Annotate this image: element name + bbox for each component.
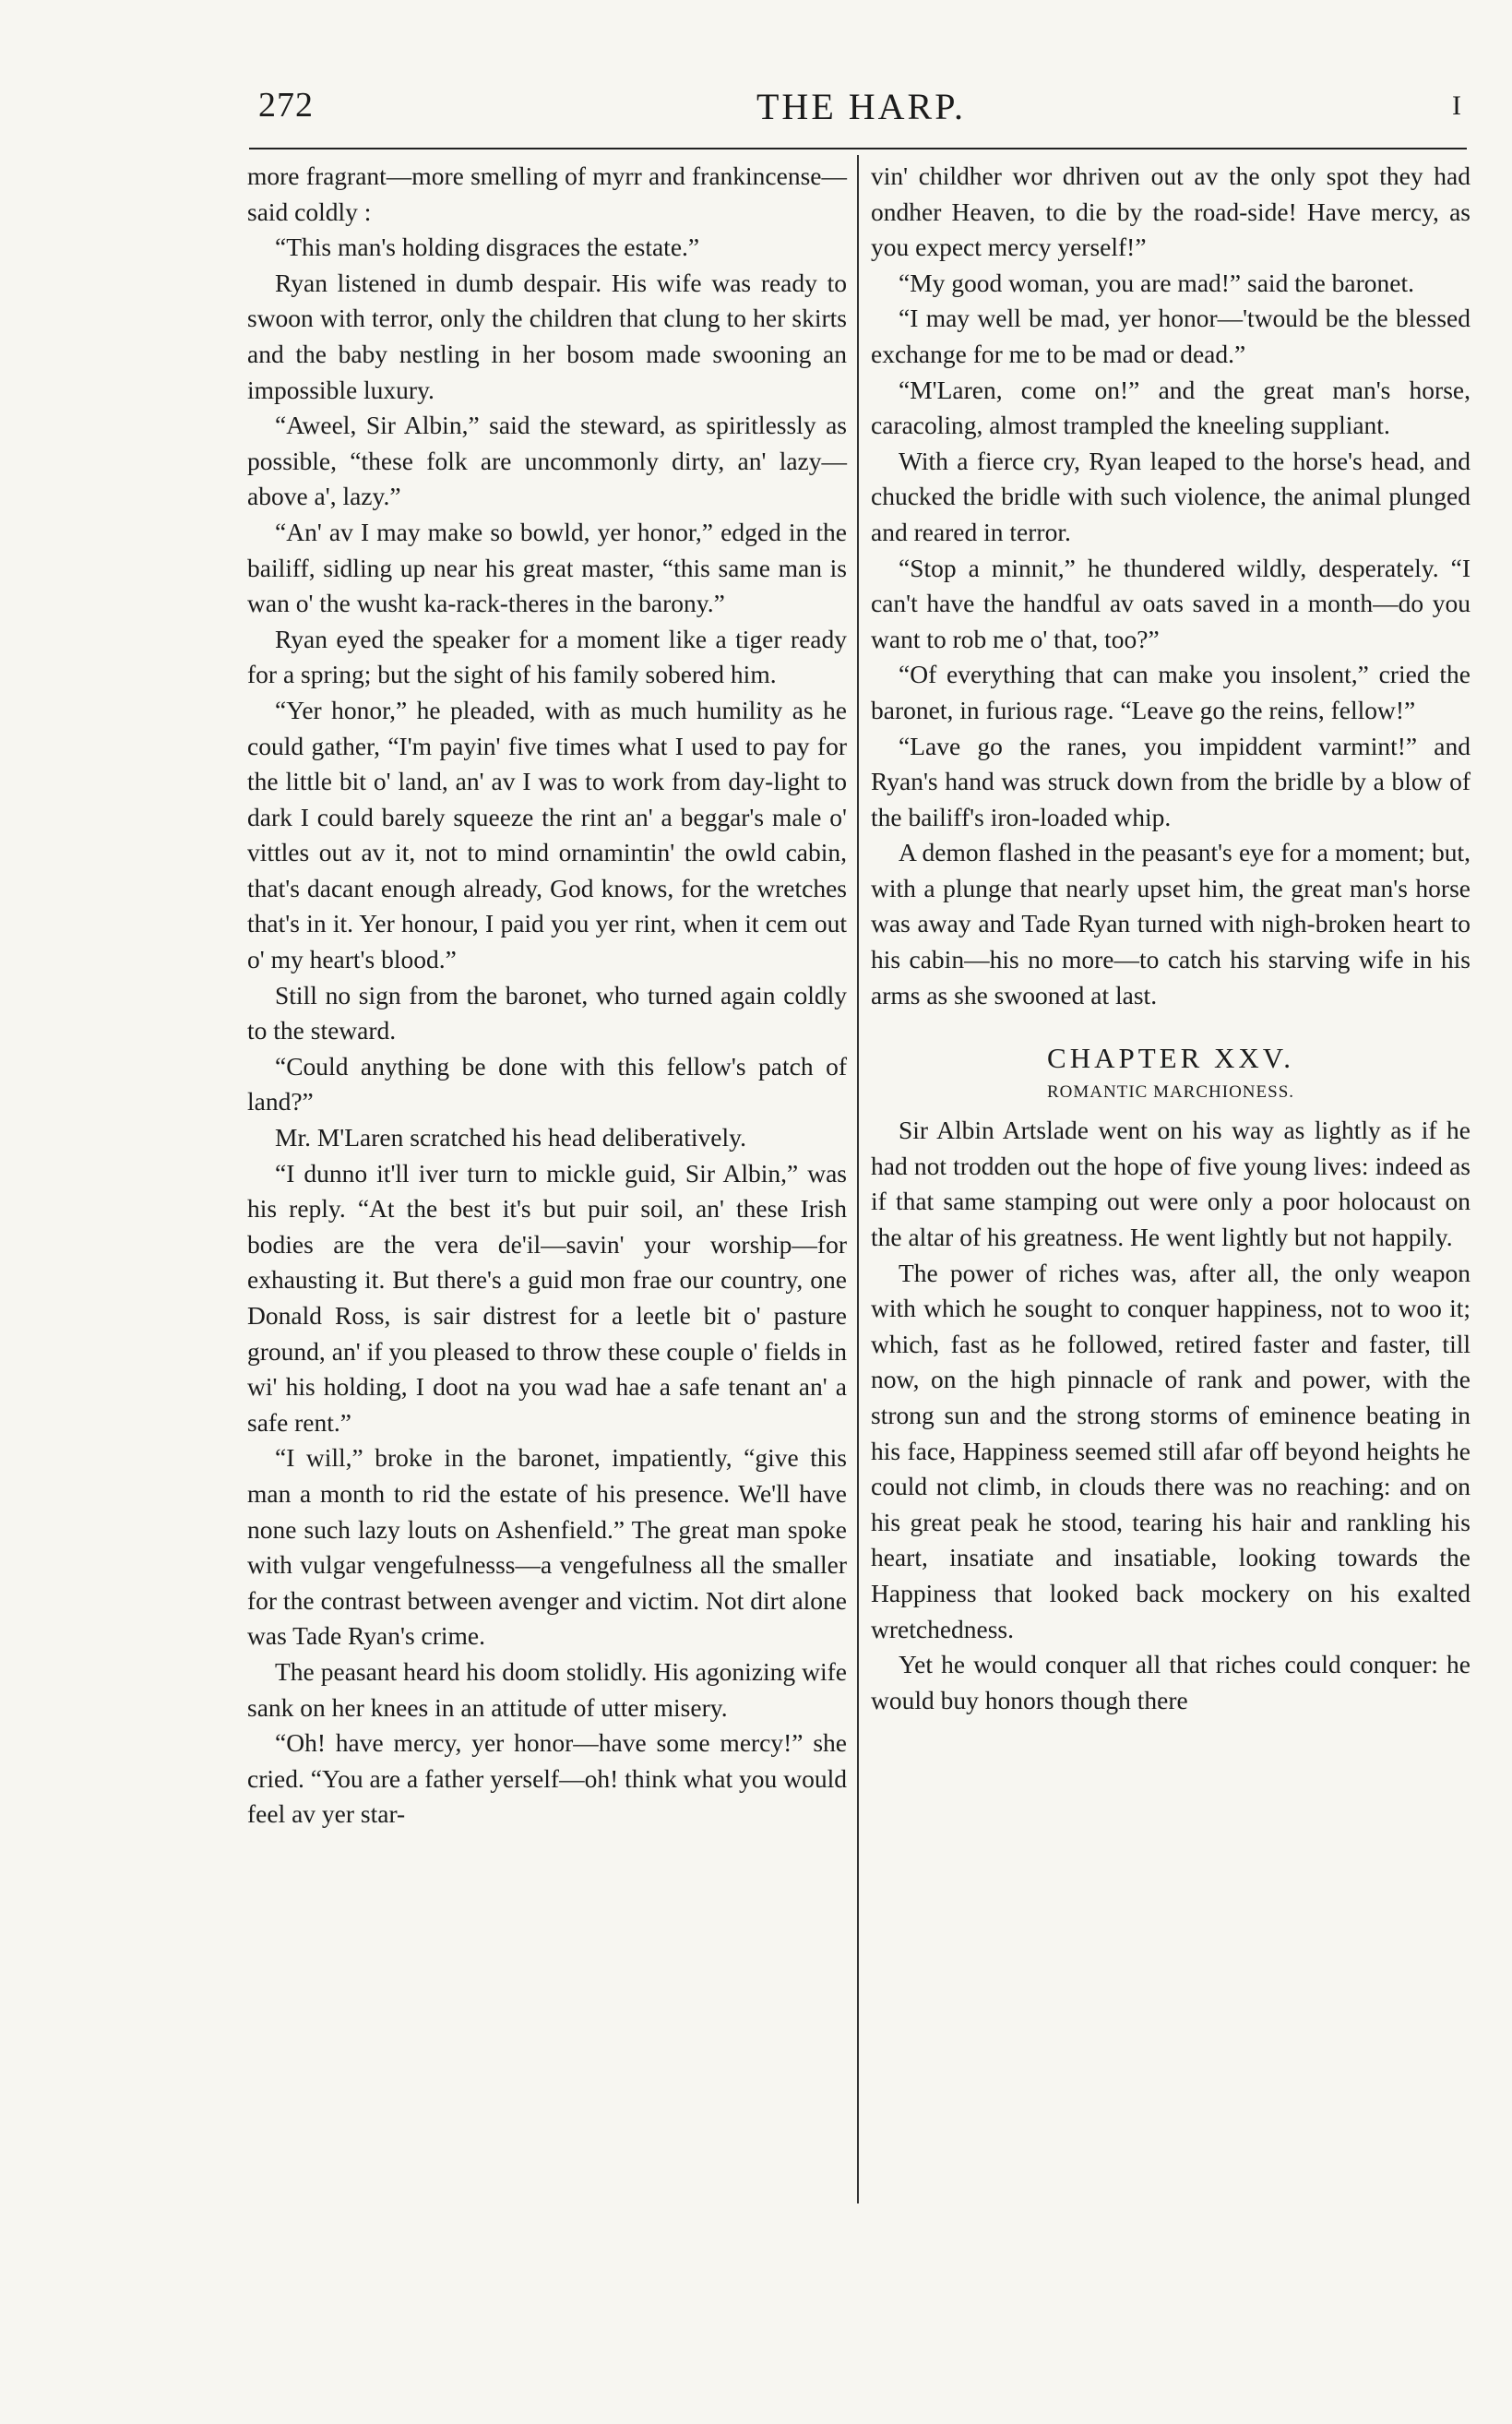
paragraph: “Aweel, Sir Albin,” said the steward, as spiritlessly as possible, “these folk are uncommonly dirty, an' lazy—above a', lazy.” — [247, 411, 847, 511]
chapter-title: CHAPTER XXV. — [1047, 1042, 1294, 1075]
paragraph: The peasant heard his doom stolidly. His agonizing wife sank on her knees in an attitude of utter misery. — [247, 1656, 847, 1722]
paragraph: “Stop a minnit,” he thundered wildly, desperately. “I can't have the handful av oats saved in a month—do you want to rob me o' that, too?” — [871, 553, 1470, 653]
paragraph: “This man's holding disgraces the estate.” — [275, 233, 700, 262]
paragraph: “Oh! have mercy, yer honor—have some mercy!” she cried. “You are a father yerself—oh! think what you would feel av yer star- — [247, 1728, 847, 1829]
paragraph: “Could anything be done with this fellow's patch of land?” — [247, 1051, 847, 1116]
paragraph: Sir Albin Artslade went on his way as lightly as if he had not trodden out the hope of five young lives: indeed as if that same stamping out were only a poor holocaust on the altar of his greatness. He went lightly but not happily. — [871, 1116, 1470, 1252]
page-number: 272 — [258, 86, 314, 125]
header-rule — [249, 148, 1467, 149]
paragraph: Yet he would conquer all that riches could conquer: he would buy honors though there — [871, 1650, 1470, 1714]
paragraph: Mr. M'Laren scratched his head deliberatively. — [275, 1123, 746, 1152]
paragraph: vin' childher wor dhriven out av the only spot they had ondher Heaven, to die by the road-side! Have mercy, as you expect mercy yerself!” — [871, 161, 1470, 262]
paragraph: “Of everything that can make you insolent,” cried the baronet, in furious rage. “Leave go the reins, fellow!” — [871, 660, 1470, 724]
paragraph: The power of riches was, after all, the only weapon with which he sought to conquer happiness, not to woo it; which, fast as he followed, retired faster and faster, till now, on the high pinnacle of rank and power, with the strong sun and the strong storms of eminence beating in his face, Happiness seemed still afar off beyond heights he could not climb, in clouds there was no reaching: and on his great peak he stood, tearing his hair and rankling his heart, insatiate and insatiable, looking towards the Happiness that looked back mockery on his exalted wretchedness. — [871, 1258, 1470, 1643]
running-title: THE HARP. — [756, 86, 967, 127]
left-column — [247, 159, 847, 1833]
paragraph: “Yer honor,” he pleaded, with as much humility as he could gather, “I'm payin' five times what I used to pay for the little bit o' land, an' av I was to work from day-light to dark I could barely squeeze the rint an' a beggar's male o' vittles out av it, not to mind ornamintin' the owld cabin, that's dacant enough already, God knows, for the wretches that's in it. Yer honour, I paid you yer rint, when it cem out o' my heart's blood.” — [247, 695, 847, 974]
paragraph: Ryan listened in dumb despair. His wife was ready to swoon with terror, only the children that clung to her skirts and the baby nestling in her bosom made swooning an impossible luxury. — [247, 268, 847, 404]
paragraph: “M'Laren, come on!” and the great man's horse, caracoling, almost trampled the kneeling suppliant. — [871, 375, 1470, 440]
paragraph: Still no sign from the baronet, who turned again coldly to the steward. — [247, 980, 847, 1045]
paragraph: “My good woman, you are mad!” said the baronet. — [899, 268, 1414, 297]
right-column — [871, 159, 1470, 1718]
page-header — [249, 85, 1467, 140]
paragraph: “Lave go the ranes, you impiddent varmint!” and Ryan's hand was struck down from the bridle by a blow of the bailiff's iron-loaded whip. — [871, 731, 1470, 831]
paragraph: A demon flashed in the peasant's eye for a moment; but, with a plunge that nearly upset him, the great man's horse was away and Tade Ryan turned with nigh-broken heart to his cabin—his no more—to catch his starving wife in his arms as she swooned at last. — [871, 838, 1470, 1009]
corner-mark: I — [1452, 90, 1461, 121]
paragraph: “I dunno it'll iver turn to mickle guid, Sir Albin,” was his reply. “At the best it's but puir soil, an' these Irish bodies are the vera de'il—savin' your worship—for exhausting it. But there's a guid mon frae our country, one Donald Ross, is sair distrest for a leetle bit o' pasture ground, an' if you pleased to throw these couple o' fields in wi' his holding, I doot na you wad hae a safe tenant an' a safe rent.” — [247, 1158, 847, 1437]
paragraph: With a fierce cry, Ryan leaped to the horse's head, and chucked the bridle with such violence, the animal plunged and reared in terror. — [871, 446, 1470, 546]
paragraph: more fragrant—more smelling of myrr and frankincense—said coldly : — [247, 161, 847, 226]
chapter-subtitle: ROMANTIC MARCHIONESS. — [1046, 1082, 1295, 1103]
paragraph: Ryan eyed the speaker for a moment like a tiger ready for a spring; but the sight of his family sobered him. — [247, 624, 847, 689]
paragraph: “I may well be mad, yer honor—'twould be the blessed exchange for me to be mad or dead.” — [871, 304, 1470, 368]
paragraph: “An' av I may make so bowld, yer honor,” edged in the bailiff, sidling up near his great master, “this same man is wan o' the wusht ka-rack-theres in the barony.” — [247, 517, 847, 618]
paragraph: “I will,” broke in the baronet, impatiently, “give this man a month to rid the estate of his presence. We'll have none such lazy louts on Ashenfield.” The great man spoke with vulgar vengefulnesss—a vengefulness all the smaller for the contrast between avenger and victim. Not dirt alone was Tade Ryan's crime. — [247, 1443, 847, 1651]
column-rule — [857, 155, 859, 2203]
